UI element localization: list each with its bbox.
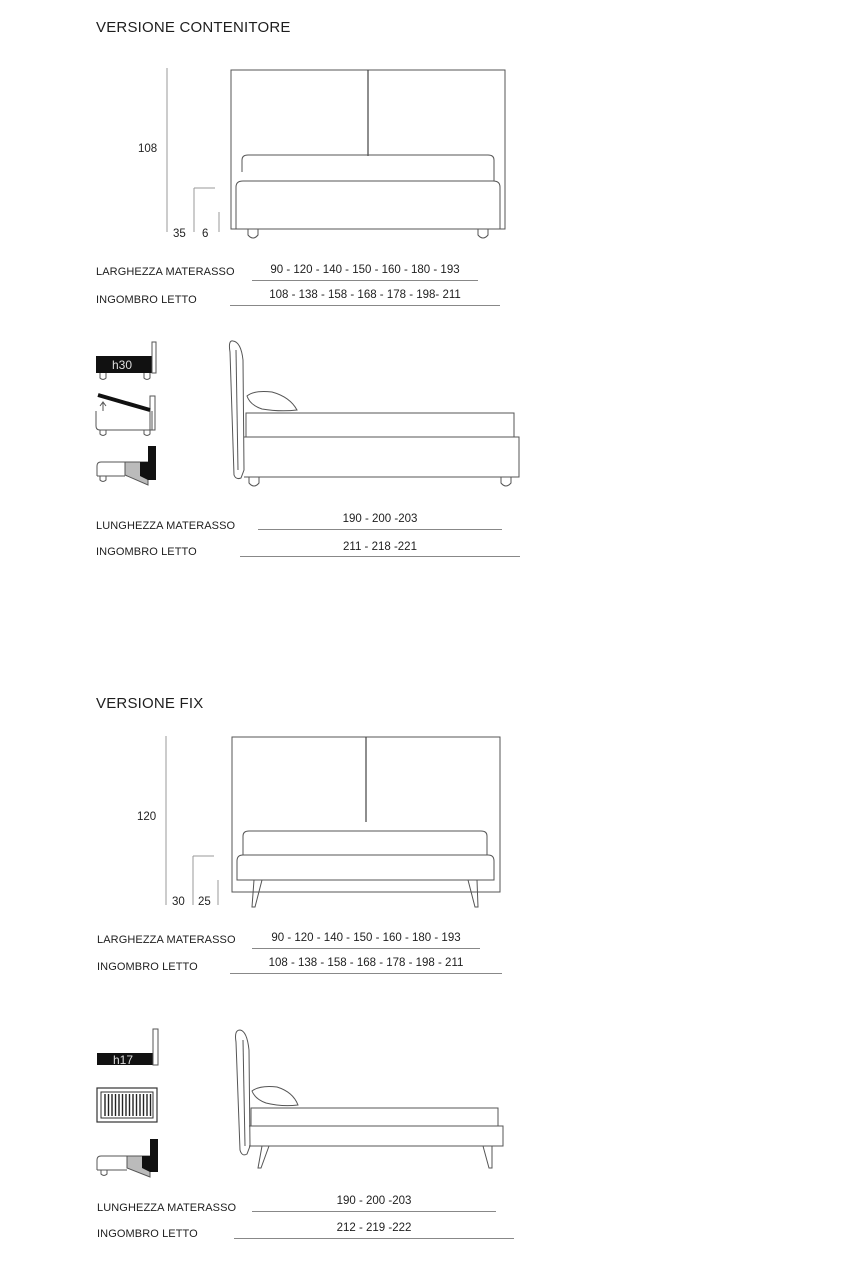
bed-length-label-fix: INGOMBRO LETTO <box>97 1228 198 1240</box>
bed-width-label: INGOMBRO LETTO <box>96 294 197 306</box>
bed-length-label: INGOMBRO LETTO <box>96 546 197 558</box>
mattress-length-values-fix: 190 - 200 -203 <box>336 1195 412 1207</box>
mattress-length-label: LUNGHEZZA MATERASSO <box>96 520 236 532</box>
mattress-width-label: LARGHEZZA MATERASSO <box>96 266 235 278</box>
bed-width-label-fix: INGOMBRO LETTO <box>97 961 198 973</box>
mattress-width-label-fix: LARGHEZZA MATERASSO <box>97 934 236 946</box>
section-title-fix: VERSIONE FIX <box>96 695 204 712</box>
bed-length-values-fix: 212 - 219 -222 <box>336 1222 412 1234</box>
bed-width-values-fix: 108 - 138 - 158 - 168 - 178 - 198 - 211 <box>268 957 464 969</box>
height-small-label-fix: 25 <box>198 896 211 908</box>
bed-length-rule-fix <box>234 1238 514 1239</box>
section-title-contenitore: VERSIONE CONTENITORE <box>96 19 291 36</box>
height-total-label-fix: 120 <box>137 811 157 823</box>
storage-height-label: h30 <box>112 358 133 372</box>
bed-width-values: 108 - 138 - 158 - 168 - 178 - 198- 211 <box>269 289 461 301</box>
mattress-length-values: 190 - 200 -203 <box>342 513 418 525</box>
bed-length-values: 211 - 218 -221 <box>343 541 417 553</box>
mattress-length-label-fix: LUNGHEZZA MATERASSO <box>97 1202 237 1214</box>
mattress-length-rule-fix <box>252 1211 496 1212</box>
height-total-label: 108 <box>138 143 158 155</box>
height-mid-label: 35 <box>173 228 186 240</box>
height-mid-label-fix: 30 <box>172 896 185 908</box>
mattress-width-values: 90 - 120 - 140 - 150 - 160 - 180 - 193 <box>270 264 460 276</box>
mattress-width-values-fix: 90 - 120 - 140 - 150 - 160 - 180 - 193 <box>271 932 461 944</box>
slatted-height-label: h17 <box>113 1053 134 1067</box>
height-small-label: 6 <box>202 228 209 240</box>
